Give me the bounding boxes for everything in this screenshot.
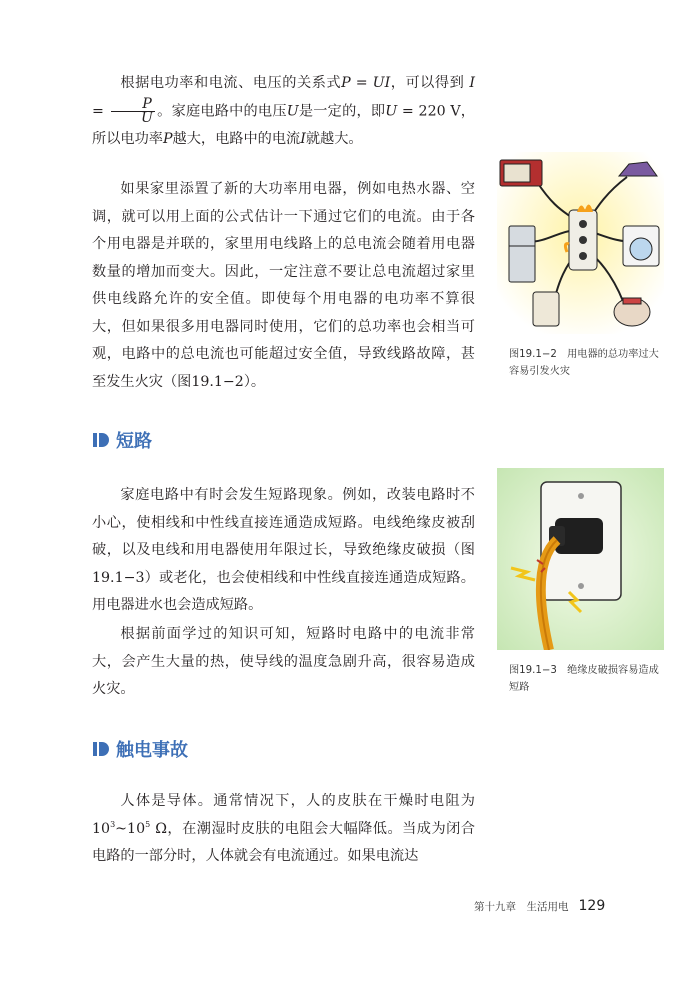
overloaded-outlet-illustration bbox=[497, 152, 664, 334]
text-segment: = 220 V，所以电功率 bbox=[92, 103, 475, 147]
superscript: 5 bbox=[145, 819, 151, 829]
section-marker-icon bbox=[92, 740, 110, 758]
figure-overloaded-outlet bbox=[497, 152, 664, 380]
formula-symbol: I bbox=[300, 130, 306, 147]
paragraph-power-formula bbox=[92, 70, 475, 153]
figure-caption: 图19.1−3 绝缘皮破损容易造成短路 bbox=[509, 665, 659, 693]
formula-symbol: = bbox=[92, 103, 109, 119]
text-segment: 越大，电路中的电流 bbox=[172, 130, 301, 147]
formula-symbol: U bbox=[286, 103, 299, 119]
fraction-p-over-u bbox=[111, 95, 155, 126]
text-segment: 。家庭电路中的电压 bbox=[156, 103, 287, 119]
text-segment: ~10 bbox=[115, 820, 146, 837]
text-segment: 根据电功率和电流、电压的关系式 bbox=[120, 75, 342, 91]
page-footer bbox=[474, 898, 605, 914]
superscript: 3 bbox=[110, 819, 116, 829]
heading-electric-shock bbox=[92, 736, 188, 762]
text-segment: 就越大。 bbox=[305, 130, 363, 147]
formula-symbol: I bbox=[469, 75, 475, 91]
page-number: 129 bbox=[578, 898, 606, 914]
figure-damaged-insulation bbox=[497, 468, 664, 696]
paragraph-overload: 如果家里添置了新的大功率用电器，例如电热水器、空调，就可以用上面的公式估计一下通过它们的电流。由于各个用电器是并联的，家里用电线路上的总电流会随着用电器数量的增加而变大。因此，一定注意不要让总电流超过家里供电线路允许的安全值。即使每个用电器的电功率不算很大，但如果很多用电器同时使用，它们的总功率也会相当可观，电路中的总电流也可能超过安全值，导致线路故障，甚至发生火灾（图19.1−2）。 bbox=[92, 181, 475, 390]
fraction-denominator: U bbox=[141, 109, 153, 126]
figure-caption: 图19.1−2 用电器的总功率过大容易引发火灾 bbox=[509, 349, 659, 377]
heading-short-circuit bbox=[92, 427, 152, 453]
text-segment: 是一定的，即 bbox=[298, 103, 386, 119]
fraction-numerator: P bbox=[111, 98, 155, 112]
paragraph-short-circuit-heat: 根据前面学过的知识可知，短路时电路中的电流非常大，会产生大量的热，使导线的温度急剧升高，很容易造成火灾。 bbox=[92, 626, 475, 697]
formula-symbol: = UI bbox=[350, 75, 391, 91]
formula-symbol: P bbox=[162, 130, 173, 147]
heading-label: 短路 bbox=[116, 431, 152, 452]
chapter-title: 第十九章 生活用电 bbox=[474, 901, 569, 913]
paragraph-body-conductor bbox=[92, 788, 475, 871]
damaged-plug-illustration bbox=[497, 468, 664, 650]
paragraph-short-circuit: 家庭电路中有时会发生短路现象。例如，改装电路时不小心，使相线和中性线直接连通造成短路。电线绝缘皮被刮破，以及电线和用电器使用年限过长，导致绝缘皮破损（图19.1−3）或老化，也会使相线和中性线直接连通造成短路。用电器进水也会造成短路。 bbox=[92, 487, 475, 613]
text-segment: Ω，在潮湿时皮肤的电阻会大幅降低。当成为闭合电路的一部分时，人体就会有电流通过。如果电流达 bbox=[92, 820, 475, 864]
text-segment: ，可以得到 bbox=[390, 75, 465, 91]
formula-symbol: U bbox=[385, 103, 398, 119]
section-marker-icon bbox=[92, 431, 110, 449]
formula-symbol: P bbox=[341, 75, 351, 91]
heading-label: 触电事故 bbox=[116, 740, 188, 761]
text-segment: 人体是导体。通常情况下，人的皮肤在干燥时电阻为 10 bbox=[92, 793, 475, 837]
